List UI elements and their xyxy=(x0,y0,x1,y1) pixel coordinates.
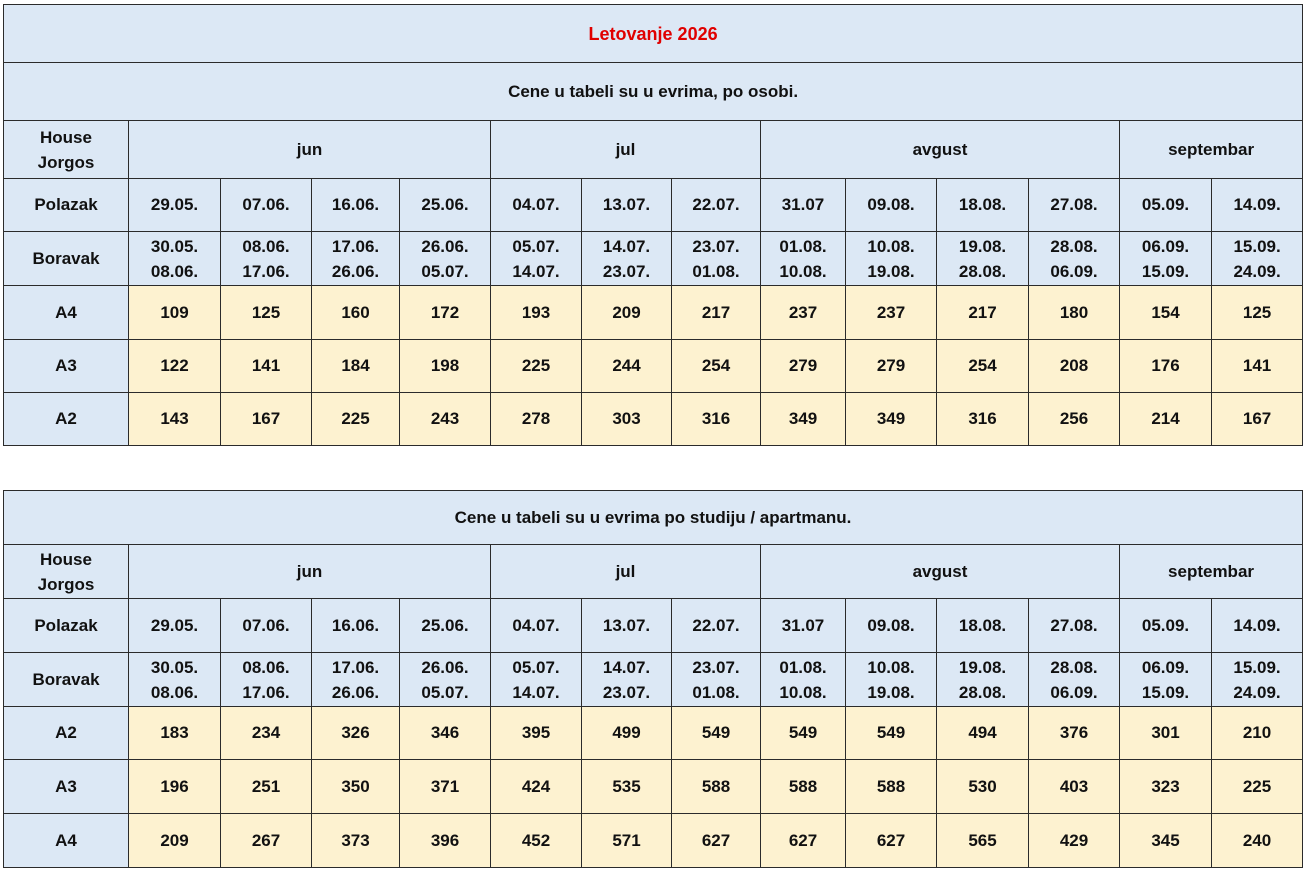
price-cell: 549 xyxy=(846,707,937,760)
stay-period: 01.08. 10.08. xyxy=(761,232,846,286)
price-cell: 395 xyxy=(491,707,582,760)
stay-period: 23.07. 01.08. xyxy=(672,232,761,286)
price-cell: 254 xyxy=(672,340,761,393)
price-cell: 350 xyxy=(312,760,400,814)
stay-period: 26.06. 05.07. xyxy=(400,653,491,707)
departure-date: 18.08. xyxy=(937,179,1029,232)
price-cell: 243 xyxy=(400,393,491,446)
price-cell: 125 xyxy=(1212,286,1303,340)
unit-label: A4 xyxy=(4,286,129,340)
polazak-row xyxy=(4,179,1303,232)
price-cell: 141 xyxy=(1212,340,1303,393)
departure-date: 13.07. xyxy=(582,179,672,232)
departure-date: 29.05. xyxy=(129,599,221,653)
departure-date: 05.09. xyxy=(1120,599,1212,653)
corner-label: House Jorgos xyxy=(4,121,129,179)
departure-date: 27.08. xyxy=(1029,599,1120,653)
month-header-row xyxy=(4,121,1303,179)
table-title: Letovanje 2026 xyxy=(4,5,1303,63)
departure-date: 07.06. xyxy=(221,179,312,232)
row-label: Polazak xyxy=(4,179,129,232)
price-cell: 316 xyxy=(937,393,1029,446)
polazak-row xyxy=(4,599,1303,653)
boravak-row xyxy=(4,653,1303,707)
stay-period: 08.06. 17.06. xyxy=(221,653,312,707)
price-cell: 301 xyxy=(1120,707,1212,760)
stay-period: 15.09. 24.09. xyxy=(1212,232,1303,286)
price-cell: 122 xyxy=(129,340,221,393)
stay-period: 28.08. 06.09. xyxy=(1029,232,1120,286)
price-cell: 549 xyxy=(761,707,846,760)
month-avgust: avgust xyxy=(761,545,1120,599)
price-cell: 499 xyxy=(582,707,672,760)
price-cell: 244 xyxy=(582,340,672,393)
month-jul: jul xyxy=(491,545,761,599)
price-table-per-person xyxy=(3,4,1303,446)
price-cell: 627 xyxy=(761,814,846,868)
price-cell: 571 xyxy=(582,814,672,868)
price-cell: 210 xyxy=(1212,707,1303,760)
unit-label: A4 xyxy=(4,814,129,868)
price-cell: 530 xyxy=(937,760,1029,814)
stay-period: 28.08. 06.09. xyxy=(1029,653,1120,707)
departure-date: 04.07. xyxy=(491,179,582,232)
price-cell: 278 xyxy=(491,393,582,446)
price-cell: 349 xyxy=(846,393,937,446)
month-jun: jun xyxy=(129,545,491,599)
price-cell: 256 xyxy=(1029,393,1120,446)
price-cell: 225 xyxy=(312,393,400,446)
departure-date: 18.08. xyxy=(937,599,1029,653)
departure-date: 22.07. xyxy=(672,599,761,653)
price-table-per-apartment xyxy=(3,490,1303,868)
departure-date: 22.07. xyxy=(672,179,761,232)
price-row xyxy=(4,393,1303,446)
price-cell: 396 xyxy=(400,814,491,868)
price-cell: 209 xyxy=(582,286,672,340)
departure-date: 09.08. xyxy=(846,599,937,653)
stay-period: 10.08. 19.08. xyxy=(846,232,937,286)
departure-date: 07.06. xyxy=(221,599,312,653)
price-cell: 627 xyxy=(846,814,937,868)
row-label: Boravak xyxy=(4,653,129,707)
price-cell: 588 xyxy=(846,760,937,814)
price-row xyxy=(4,286,1303,340)
price-cell: 167 xyxy=(1212,393,1303,446)
stay-period: 06.09. 15.09. xyxy=(1120,653,1212,707)
price-cell: 217 xyxy=(937,286,1029,340)
month-septembar: septembar xyxy=(1120,121,1303,179)
price-cell: 225 xyxy=(1212,760,1303,814)
price-cell: 154 xyxy=(1120,286,1212,340)
price-cell: 167 xyxy=(221,393,312,446)
price-cell: 588 xyxy=(761,760,846,814)
boravak-row xyxy=(4,232,1303,286)
price-cell: 346 xyxy=(400,707,491,760)
price-cell: 303 xyxy=(582,393,672,446)
stay-period: 06.09. 15.09. xyxy=(1120,232,1212,286)
price-cell: 225 xyxy=(491,340,582,393)
departure-date: 04.07. xyxy=(491,599,582,653)
price-cell: 279 xyxy=(846,340,937,393)
departure-date: 25.06. xyxy=(400,179,491,232)
price-cell: 160 xyxy=(312,286,400,340)
price-cell: 251 xyxy=(221,760,312,814)
unit-label: A2 xyxy=(4,707,129,760)
departure-date: 13.07. xyxy=(582,599,672,653)
price-cell: 125 xyxy=(221,286,312,340)
departure-date: 14.09. xyxy=(1212,179,1303,232)
row-label: Polazak xyxy=(4,599,129,653)
price-cell: 429 xyxy=(1029,814,1120,868)
price-cell: 549 xyxy=(672,707,761,760)
price-row xyxy=(4,814,1303,868)
price-cell: 345 xyxy=(1120,814,1212,868)
stay-period: 15.09. 24.09. xyxy=(1212,653,1303,707)
stay-period: 19.08. 28.08. xyxy=(937,653,1029,707)
price-cell: 234 xyxy=(221,707,312,760)
price-cell: 208 xyxy=(1029,340,1120,393)
price-cell: 254 xyxy=(937,340,1029,393)
departure-date: 16.06. xyxy=(312,179,400,232)
stay-period: 26.06. 05.07. xyxy=(400,232,491,286)
price-cell: 217 xyxy=(672,286,761,340)
price-cell: 627 xyxy=(672,814,761,868)
price-cell: 403 xyxy=(1029,760,1120,814)
price-cell: 452 xyxy=(491,814,582,868)
departure-date: 27.08. xyxy=(1029,179,1120,232)
price-cell: 376 xyxy=(1029,707,1120,760)
unit-label: A3 xyxy=(4,340,129,393)
price-row xyxy=(4,340,1303,393)
month-avgust: avgust xyxy=(761,121,1120,179)
price-cell: 424 xyxy=(491,760,582,814)
price-row xyxy=(4,760,1303,814)
price-cell: 349 xyxy=(761,393,846,446)
stay-period: 10.08. 19.08. xyxy=(846,653,937,707)
price-cell: 240 xyxy=(1212,814,1303,868)
price-cell: 193 xyxy=(491,286,582,340)
stay-period: 17.06. 26.06. xyxy=(312,232,400,286)
price-cell: 237 xyxy=(846,286,937,340)
month-jul: jul xyxy=(491,121,761,179)
departure-date: 05.09. xyxy=(1120,179,1212,232)
departure-date: 14.09. xyxy=(1212,599,1303,653)
price-cell: 176 xyxy=(1120,340,1212,393)
price-cell: 371 xyxy=(400,760,491,814)
price-cell: 141 xyxy=(221,340,312,393)
price-cell: 267 xyxy=(221,814,312,868)
departure-date: 16.06. xyxy=(312,599,400,653)
month-septembar: septembar xyxy=(1120,545,1303,599)
price-cell: 180 xyxy=(1029,286,1120,340)
price-cell: 326 xyxy=(312,707,400,760)
price-cell: 183 xyxy=(129,707,221,760)
stay-period: 30.05. 08.06. xyxy=(129,653,221,707)
price-cell: 109 xyxy=(129,286,221,340)
price-cell: 494 xyxy=(937,707,1029,760)
price-cell: 172 xyxy=(400,286,491,340)
month-jun: jun xyxy=(129,121,491,179)
departure-date: 29.05. xyxy=(129,179,221,232)
stay-period: 05.07. 14.07. xyxy=(491,232,582,286)
stay-period: 01.08. 10.08. xyxy=(761,653,846,707)
departure-date: 25.06. xyxy=(400,599,491,653)
price-cell: 535 xyxy=(582,760,672,814)
price-cell: 209 xyxy=(129,814,221,868)
stay-period: 19.08. 28.08. xyxy=(937,232,1029,286)
stay-period: 05.07. 14.07. xyxy=(491,653,582,707)
stay-period: 30.05. 08.06. xyxy=(129,232,221,286)
price-cell: 184 xyxy=(312,340,400,393)
stay-period: 14.07. 23.07. xyxy=(582,653,672,707)
price-cell: 323 xyxy=(1120,760,1212,814)
departure-date: 09.08. xyxy=(846,179,937,232)
stay-period: 23.07. 01.08. xyxy=(672,653,761,707)
table-subtitle: Cene u tabeli su u evrima, po osobi. xyxy=(4,63,1303,121)
unit-label: A3 xyxy=(4,760,129,814)
stay-period: 17.06. 26.06. xyxy=(312,653,400,707)
table-subtitle: Cene u tabeli su u evrima po studiju / apartmanu. xyxy=(4,491,1303,545)
price-row xyxy=(4,707,1303,760)
stay-period: 08.06. 17.06. xyxy=(221,232,312,286)
price-cell: 237 xyxy=(761,286,846,340)
price-cell: 373 xyxy=(312,814,400,868)
price-cell: 143 xyxy=(129,393,221,446)
price-cell: 214 xyxy=(1120,393,1212,446)
corner-label: House Jorgos xyxy=(4,545,129,599)
month-header-row xyxy=(4,545,1303,599)
price-cell: 316 xyxy=(672,393,761,446)
row-label: Boravak xyxy=(4,232,129,286)
price-cell: 279 xyxy=(761,340,846,393)
price-cell: 588 xyxy=(672,760,761,814)
departure-date: 31.07 xyxy=(761,179,846,232)
unit-label: A2 xyxy=(4,393,129,446)
price-cell: 198 xyxy=(400,340,491,393)
departure-date: 31.07 xyxy=(761,599,846,653)
stay-period: 14.07. 23.07. xyxy=(582,232,672,286)
price-cell: 565 xyxy=(937,814,1029,868)
price-cell: 196 xyxy=(129,760,221,814)
